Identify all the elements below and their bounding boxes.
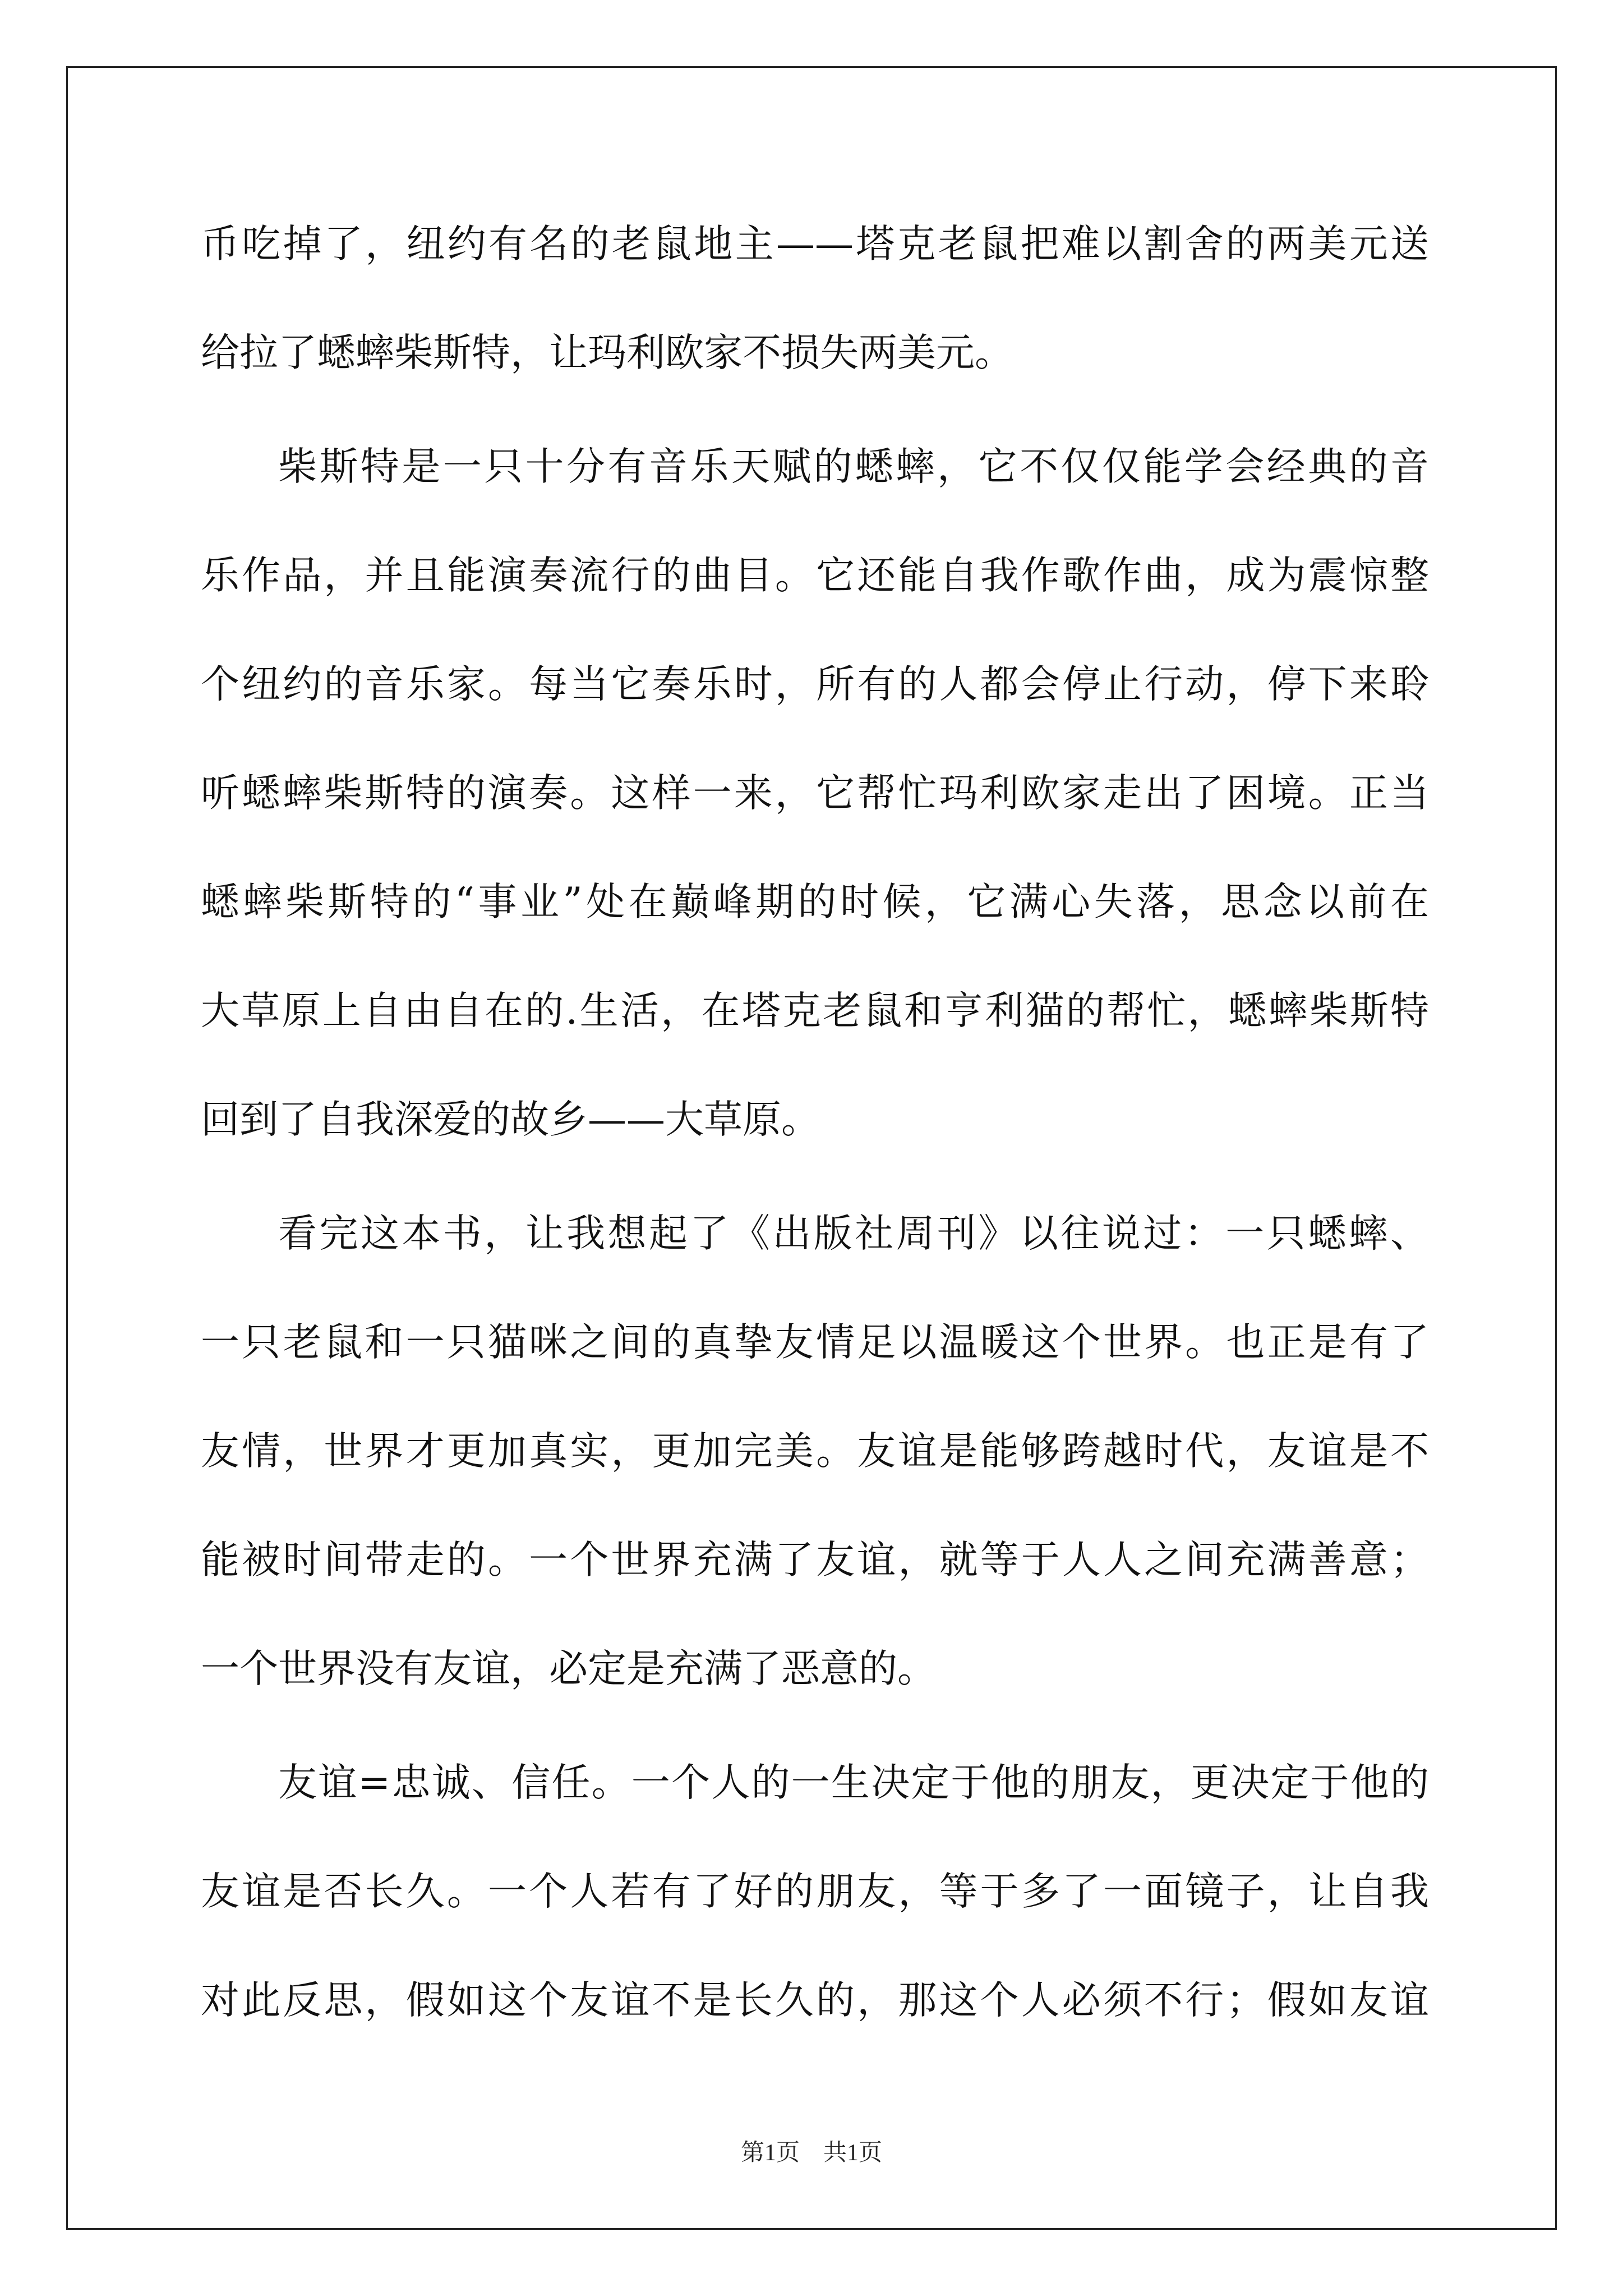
text-line: 看完这本书，让我想起了《出版社周刊》以往说过：一只蟋蟀、 <box>278 1211 1429 1256</box>
text-line: 个纽约的音乐家。每当它奏乐时，所有的人都会停止行动，停下来聆 <box>201 662 1429 707</box>
text-line: 回到了自我深爱的故乡——大草原。 <box>201 1097 820 1142</box>
text-line: 一只老鼠和一只猫咪之间的真挚友情足以温暖这个世界。也正是有了 <box>201 1320 1429 1365</box>
text-line: 乐作品，并且能演奏流行的曲目。它还能自我作歌作曲，成为震惊整 <box>201 553 1429 598</box>
text-line: 友谊=忠诚、信任。一个人的一生决定于他的朋友，更决定于他的 <box>278 1760 1429 1805</box>
text-line: 大草原上自由自在的.生活，在塔克老鼠和亨利猫的帮忙，蟋蟀柴斯特 <box>201 988 1429 1033</box>
page-number-footer: 第1页 共1页 <box>740 2140 882 2166</box>
text-line: 给拉了蟋蟀柴斯特，让玛利欧家不损失两美元。 <box>201 330 1013 375</box>
text-line: 友情，世界才更加真实，更加完美。友谊是能够跨越时代，友谊是不 <box>201 1429 1429 1474</box>
text-line: 币吃掉了，纽约有名的老鼠地主——塔克老鼠把难以割舍的两美元送 <box>201 222 1429 266</box>
text-line: 友谊是否长久。一个人若有了好的朋友，等于多了一面镜子，让自我 <box>201 1869 1429 1914</box>
text-line: 蟋蟀柴斯特的“事业”处在巅峰期的时候，它满心失落，思念以前在 <box>201 880 1429 924</box>
text-line: 柴斯特是一只十分有音乐天赋的蟋蟀，它不仅仅能学会经典的音 <box>278 444 1429 489</box>
text-line: 一个世界没有友谊，必定是充满了恶意的。 <box>201 1646 936 1691</box>
text-line: 对此反思，假如这个友谊不是长久的，那这个人必须不行；假如友谊 <box>201 1978 1429 2023</box>
text-line: 听蟋蟀柴斯特的演奏。这样一来，它帮忙玛利欧家走出了困境。正当 <box>201 771 1429 816</box>
text-line: 能被时间带走的。一个世界充满了友谊，就等于人人之间充满善意； <box>201 1538 1429 1582</box>
